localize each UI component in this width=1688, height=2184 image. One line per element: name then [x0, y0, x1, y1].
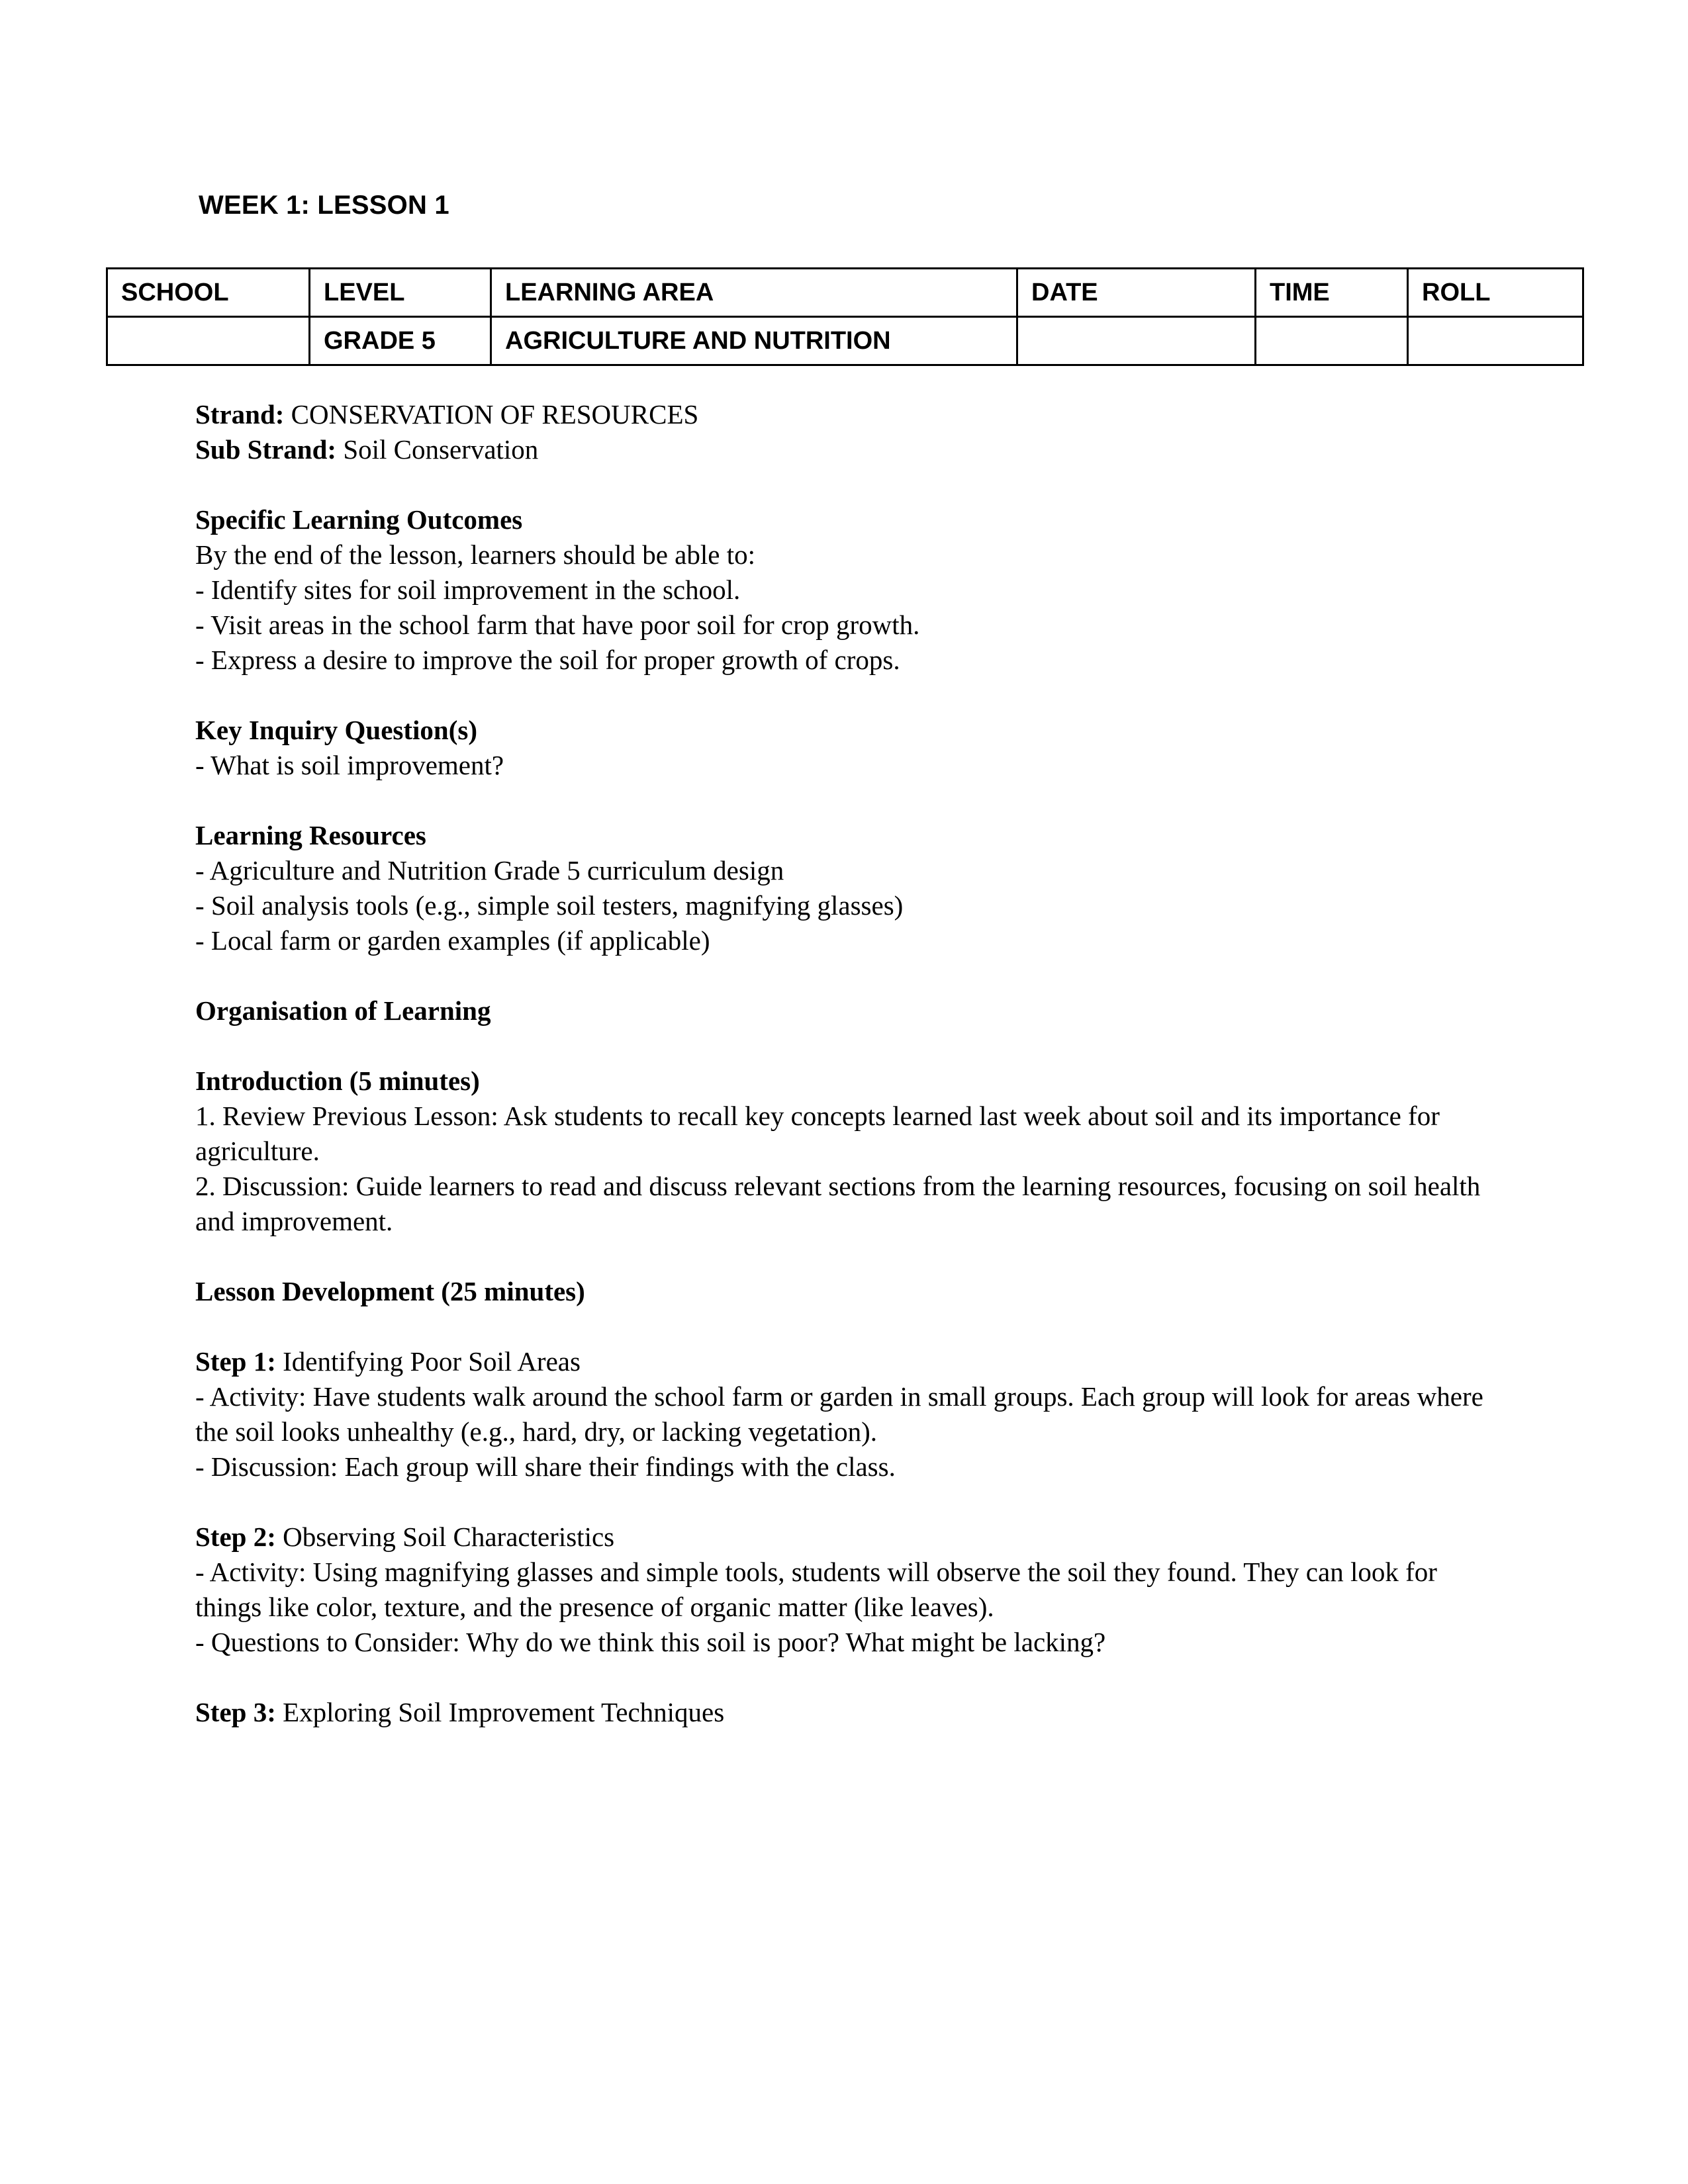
table-header-level: LEVEL	[310, 269, 491, 317]
table-cell-time[interactable]	[1256, 317, 1408, 365]
inquiry-item-1: - What is soil improvement?	[195, 750, 504, 780]
step-3-heading	[195, 1695, 1506, 1730]
spacer	[195, 1484, 1506, 1520]
table-cell-roll[interactable]	[1408, 317, 1583, 365]
lesson-info-table	[106, 267, 1584, 366]
spacer	[195, 467, 1506, 502]
table-cell-date[interactable]	[1017, 317, 1256, 365]
outcome-item-3: - Express a desire to improve the soil for proper growth of crops.	[195, 645, 900, 675]
sub-strand-line	[195, 432, 1506, 467]
table-row-values	[107, 317, 1583, 365]
table-row-headers	[107, 269, 1583, 317]
resource-item-2: - Soil analysis tools (e.g., simple soil testers, magnifying glasses)	[195, 890, 904, 921]
sub-strand-value: Soil Conservation	[336, 434, 539, 465]
spacer	[195, 1660, 1506, 1695]
lesson-plan-body	[195, 397, 1506, 1730]
sub-strand-label: Sub Strand:	[195, 434, 337, 465]
spacer	[195, 1239, 1506, 1274]
step-1-activity: - Activity: Have students walk around the school farm or garden in small groups. Each group will look for areas where the soil looks unhealthy (e.g., hard, dry, or lacking vegetation).	[195, 1381, 1483, 1447]
step-2-label: Step 2:	[195, 1522, 276, 1552]
step-2-title: Observing Soil Characteristics	[275, 1522, 615, 1552]
outcomes-intro-text: By the end of the lesson, learners should be able to:	[195, 539, 755, 570]
outcome-item-2: - Visit areas in the school farm that have poor soil for crop growth.	[195, 610, 920, 640]
resource-item-1: - Agriculture and Nutrition Grade 5 curriculum design	[195, 855, 784, 886]
strand-line	[195, 397, 1506, 432]
table-header-learning-area: LEARNING AREA	[491, 269, 1017, 317]
step-1-label: Step 1:	[195, 1346, 276, 1377]
step-1-heading	[195, 1344, 1506, 1379]
resource-item-3: - Local farm or garden examples (if applicable)	[195, 925, 710, 956]
outcome-item-1: - Identify sites for soil improvement in the school.	[195, 574, 741, 605]
step-3-title: Exploring Soil Improvement Techniques	[275, 1697, 725, 1727]
step-2-heading	[195, 1520, 1506, 1555]
introduction-heading: Introduction (5 minutes)	[195, 1066, 480, 1096]
table-header-roll: ROLL	[1408, 269, 1583, 317]
spacer	[195, 678, 1506, 713]
step-2-questions: - Questions to Consider: Why do we think this soil is poor? What might be lacking?	[195, 1627, 1106, 1657]
key-inquiry-heading: Key Inquiry Question(s)	[195, 715, 477, 745]
lesson-development-heading: Lesson Development (25 minutes)	[195, 1276, 585, 1306]
table-header-date: DATE	[1017, 269, 1256, 317]
strand-label: Strand:	[195, 399, 285, 430]
step-2-activity: - Activity: Using magnifying glasses and simple tools, students will observe the soil they found. They can look for things like color, texture, and the presence of organic matter (like leaves).	[195, 1557, 1437, 1622]
introduction-item-2: 2. Discussion: Guide learners to read and discuss relevant sections from the learning resources, focusing on soil health and improvement.	[195, 1171, 1481, 1236]
spacer	[195, 783, 1506, 818]
introduction-item-1: 1. Review Previous Lesson: Ask students to recall key concepts learned last week about soil and its importance for agriculture.	[195, 1101, 1440, 1166]
specific-learning-outcomes-heading: Specific Learning Outcomes	[195, 504, 523, 535]
spacer	[195, 1028, 1506, 1064]
table-header-time: TIME	[1256, 269, 1408, 317]
organisation-of-learning-heading: Organisation of Learning	[195, 995, 491, 1026]
spacer	[195, 1309, 1506, 1344]
table-header-school: SCHOOL	[107, 269, 310, 317]
strand-value: CONSERVATION OF RESOURCES	[284, 399, 699, 430]
learning-resources-heading: Learning Resources	[195, 820, 426, 850]
step-1-discussion: - Discussion: Each group will share their findings with the class.	[195, 1451, 896, 1482]
week-lesson-heading: WEEK 1: LESSON 1	[199, 191, 449, 220]
step-1-title: Identifying Poor Soil Areas	[275, 1346, 581, 1377]
step-3-label: Step 3:	[195, 1697, 276, 1727]
table-cell-school[interactable]	[107, 317, 310, 365]
spacer	[195, 958, 1506, 993]
table-cell-learning-area[interactable]: AGRICULTURE AND NUTRITION	[491, 317, 1017, 365]
table-cell-level[interactable]: GRADE 5	[310, 317, 491, 365]
